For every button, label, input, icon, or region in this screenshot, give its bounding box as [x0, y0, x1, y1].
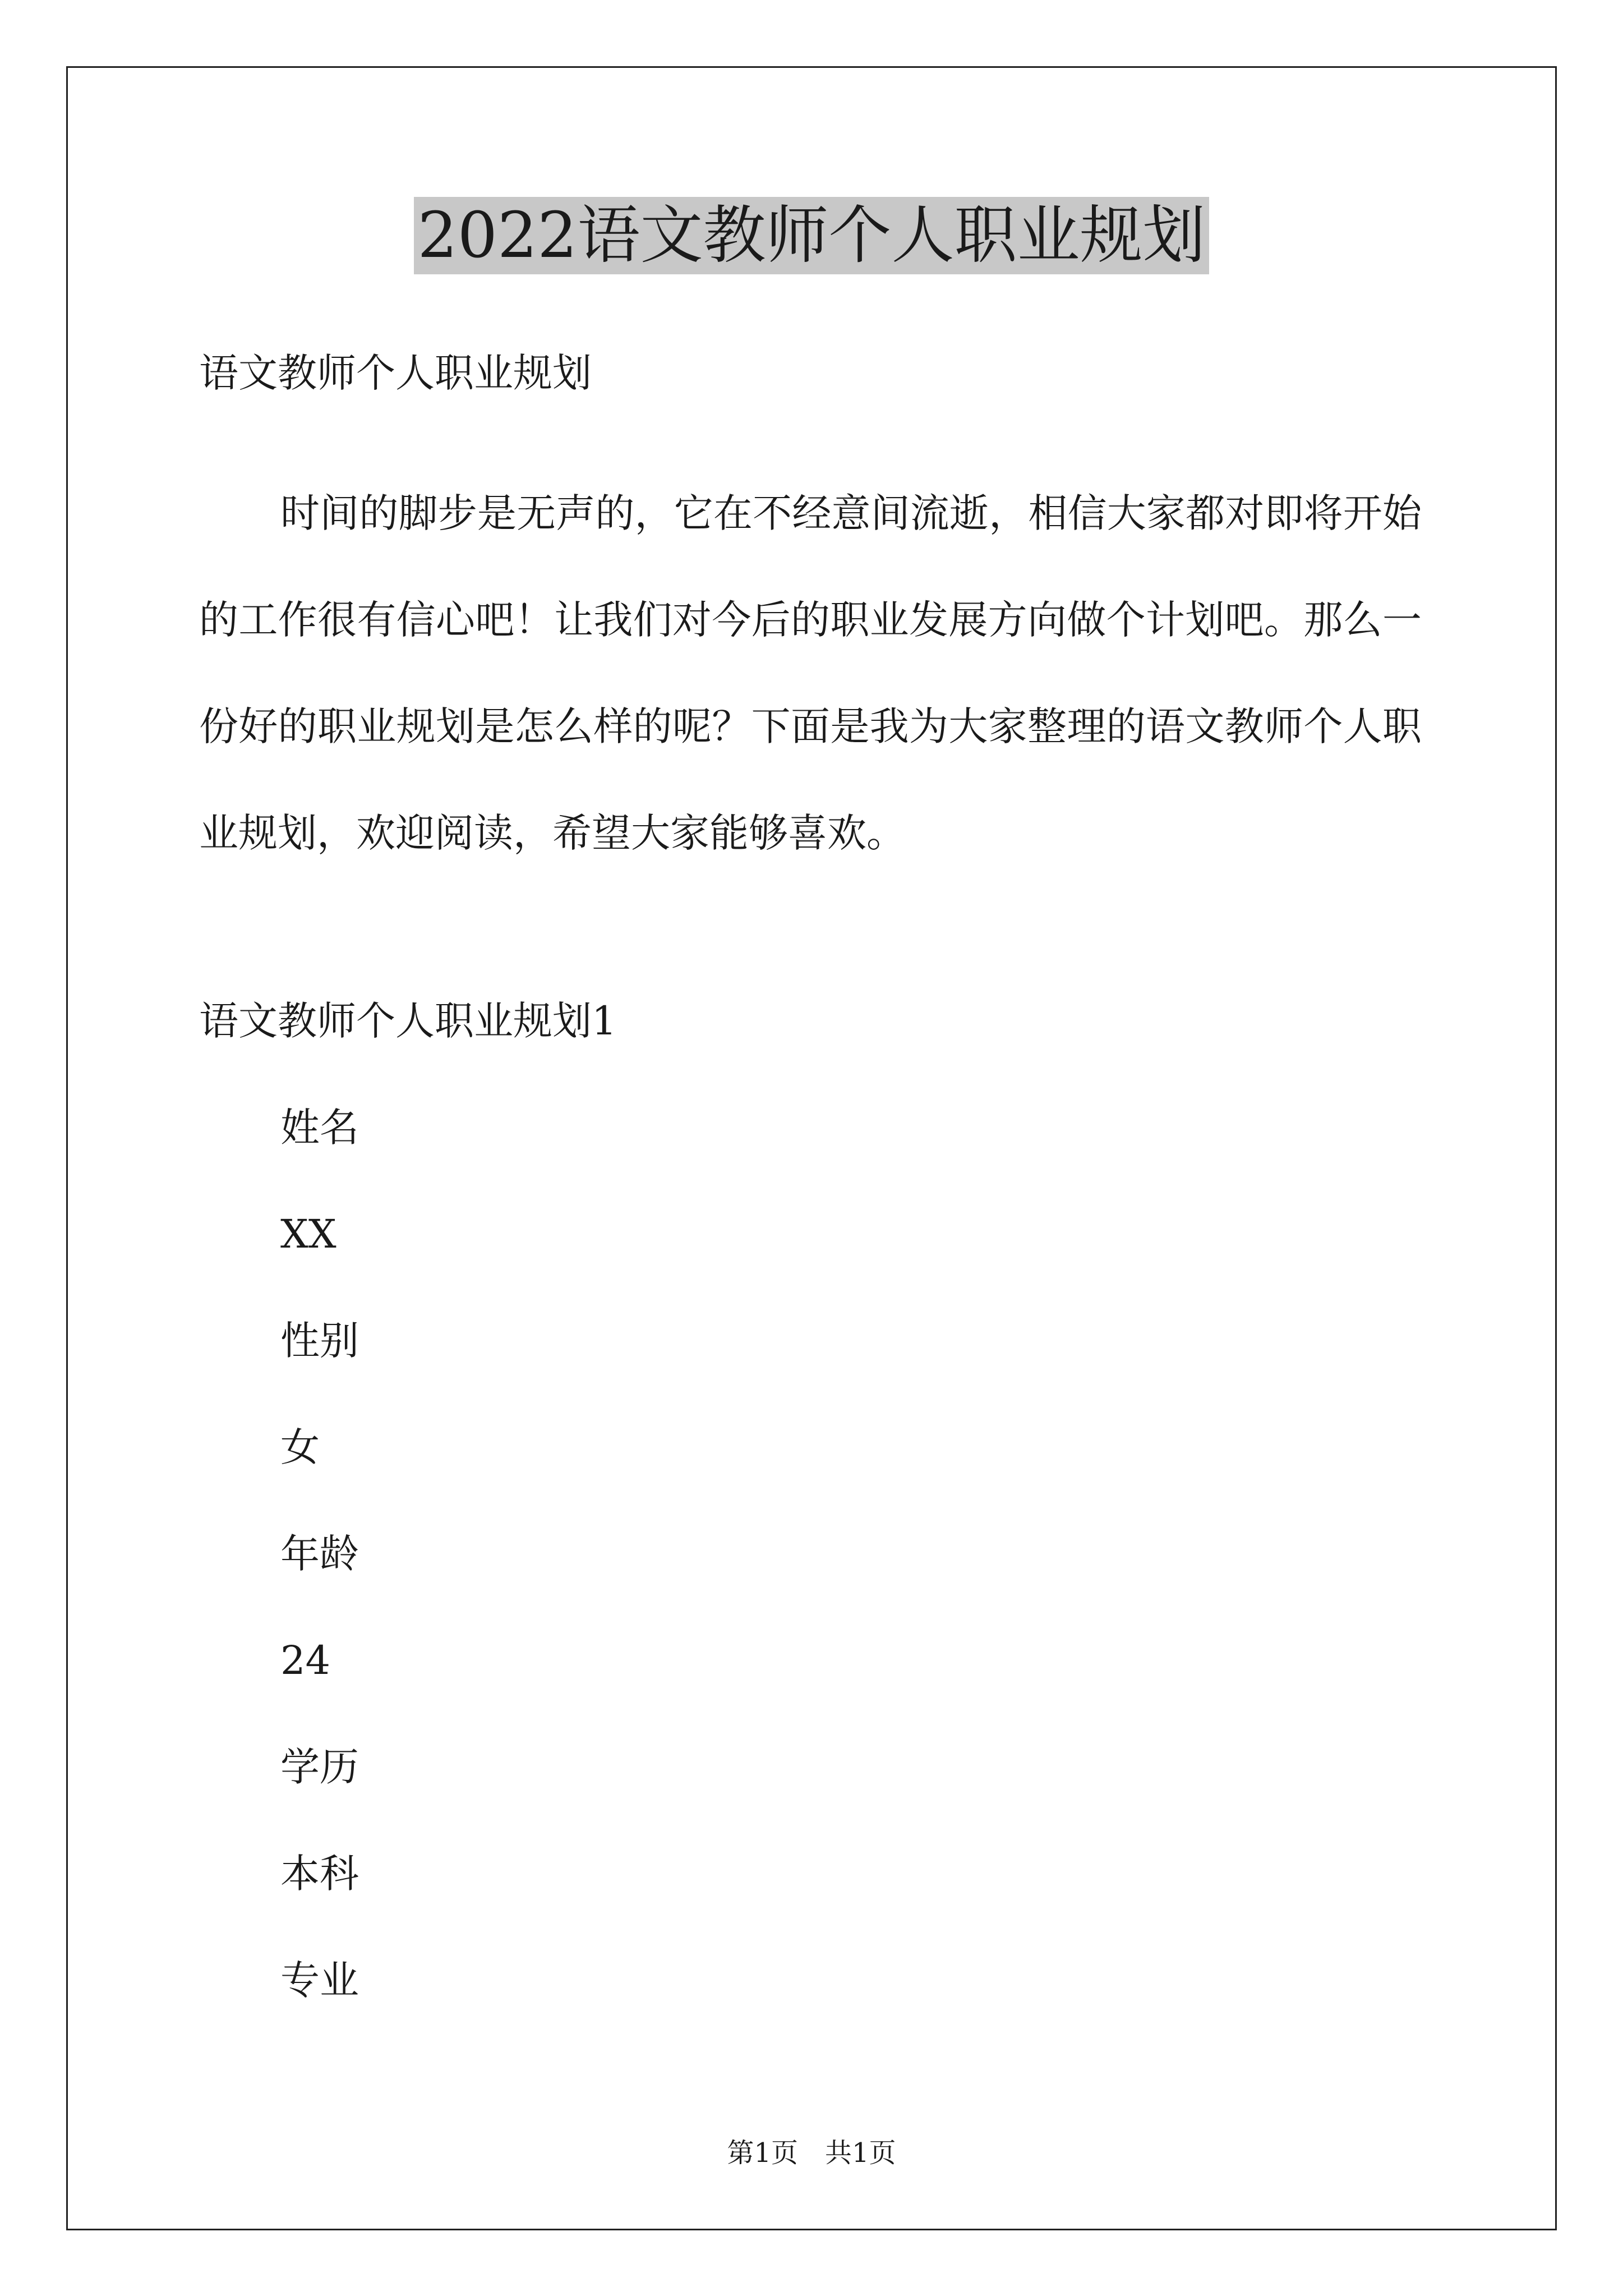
document-subtitle: 语文教师个人职业规划 [199, 350, 592, 396]
field-label-name: 姓名 [280, 1105, 359, 1151]
section-heading: 语文教师个人职业规划1 [199, 998, 617, 1044]
field-label-gender: 性别 [280, 1318, 359, 1364]
field-value-education: 本科 [280, 1851, 359, 1897]
field-value-name: XX [280, 1211, 336, 1257]
field-label-major: 专业 [280, 1957, 359, 2003]
page-number-current: 第1页 [727, 2137, 798, 2169]
field-value-age: 24 [280, 1637, 331, 1683]
field-value-gender: 女 [280, 1424, 320, 1470]
page-number-total: 共1页 [825, 2137, 896, 2169]
document-title [0, 196, 1623, 275]
field-list [280, 1102, 359, 2062]
intro-paragraph: 时间的脚步是无声的，它在不经意间流逝，相信大家都对即将开始的工作很有信心吧！让我们对今后的职业发展方向做个计划吧。那么一份好的职业规划是怎么样的呢？下面是我为大家整理的语文教师个人职业规划，欢迎阅读，希望大家能够喜欢。 [199, 490, 1422, 856]
page-footer [0, 2136, 1623, 2170]
field-label-age: 年龄 [280, 1531, 359, 1577]
field-label-education: 学历 [280, 1744, 359, 1790]
document-title-text: 2022语文教师个人职业规划 [414, 197, 1209, 274]
